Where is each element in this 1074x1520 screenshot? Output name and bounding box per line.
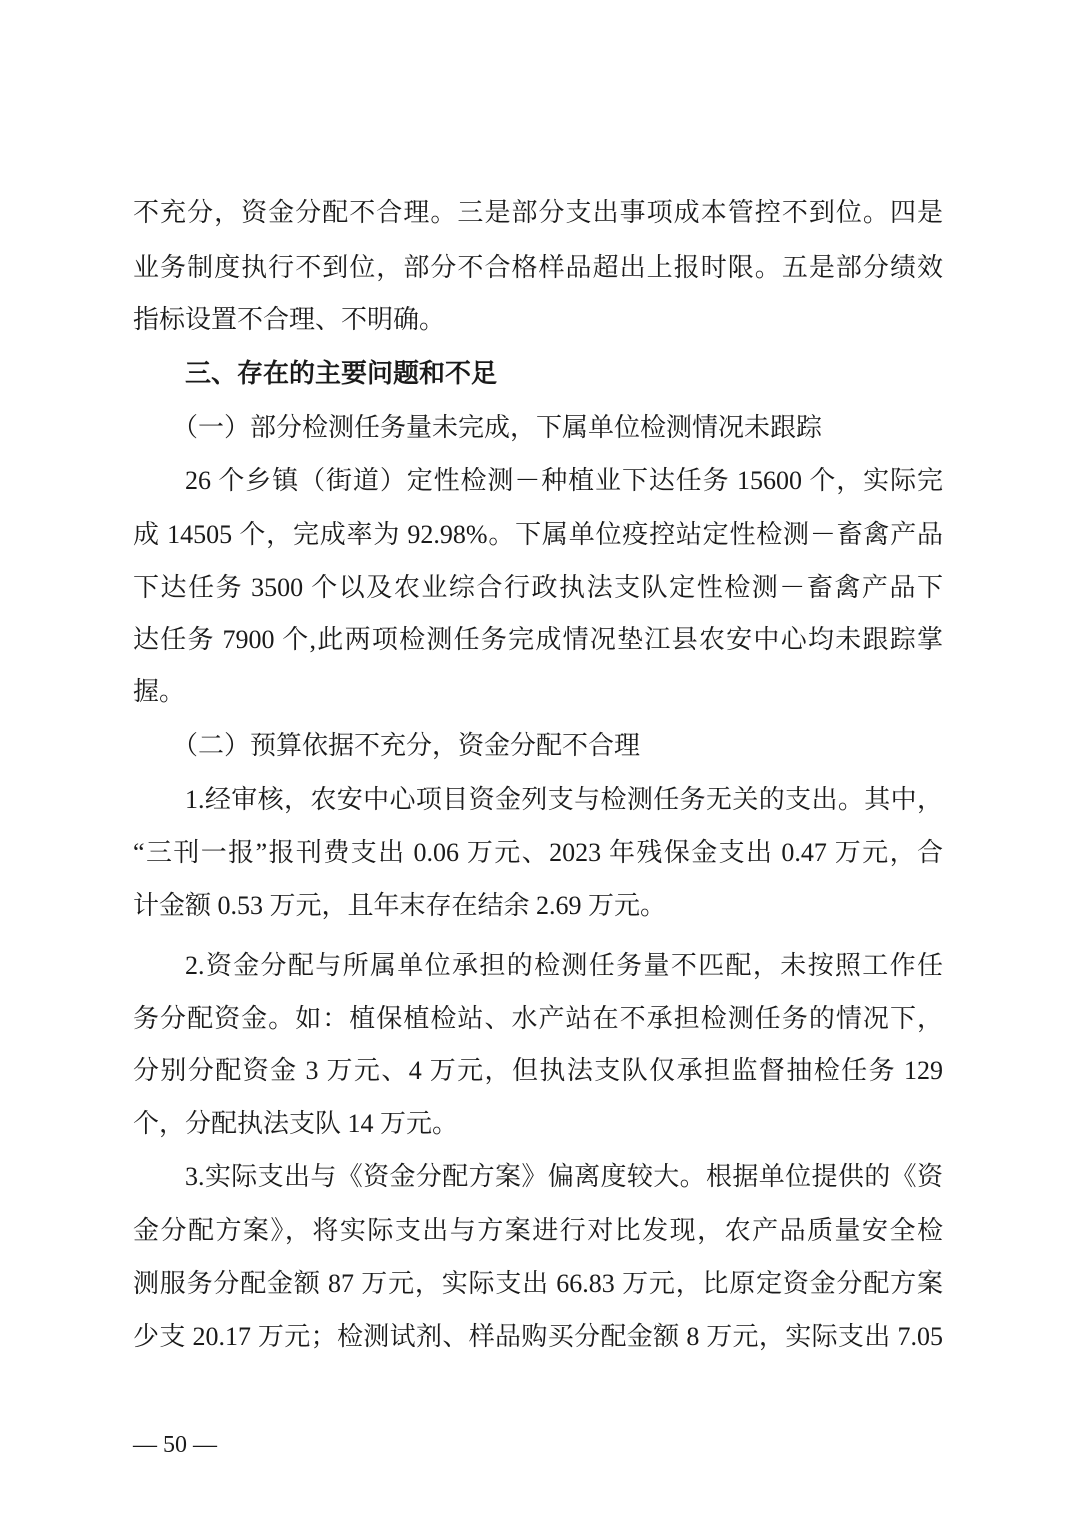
body-line: 下达任务 3500 个以及农业综合行政执法支队定性检测－畜禽产品下 — [133, 573, 943, 602]
body-line: 少支 20.17 万元；检测试剂、样品购买分配金额 8 万元，实际支出 7.05 — [133, 1322, 943, 1351]
body-line: 分别分配资金 3 万元、4 万元，但执法支队仅承担监督抽检任务 129 — [133, 1056, 943, 1085]
body-line: “三刊一报”报刊费支出 0.06 万元、2023 年残保金支出 0.47 万元，合 — [133, 838, 943, 867]
body-line: 金分配方案》，将实际支出与方案进行对比发现，农产品质量安全检 — [133, 1216, 943, 1245]
body-line: 握。 — [133, 677, 186, 706]
body-line: 26 个乡镇（街道）定性检测－种植业下达任务 15600 个，实际完 — [185, 466, 943, 495]
body-line: 3.实际支出与《资金分配方案》偏离度较大。根据单位提供的《资 — [185, 1162, 943, 1191]
body-line: 业务制度执行不到位，部分不合格样品超出上报时限。五是部分绩效 — [133, 253, 943, 282]
body-line: 指标设置不合理、不明确。 — [133, 305, 446, 334]
body-line: 1.经审核，农安中心项目资金列支与检测任务无关的支出。其中， — [185, 785, 943, 814]
body-line: 务分配资金。如：植保植检站、水产站在不承担检测任务的情况下， — [133, 1004, 943, 1033]
body-line: 不充分，资金分配不合理。三是部分支出事项成本管控不到位。四是 — [133, 198, 943, 227]
body-line: 成 14505 个，完成率为 92.98%。下属单位疫控站定性检测－畜禽产品 — [133, 520, 943, 549]
body-line: 2.资金分配与所属单位承担的检测任务量不匹配，未按照工作任 — [185, 951, 943, 980]
body-line: 计金额 0.53 万元，且年末存在结余 2.69 万元。 — [133, 891, 667, 920]
body-line: 测服务分配金额 87 万元，实际支出 66.83 万元，比原定资金分配方案 — [133, 1269, 943, 1298]
page-number: — 50 — — [133, 1432, 217, 1458]
body-line: 个，分配执法支队 14 万元。 — [133, 1109, 459, 1138]
section-heading: 三、存在的主要问题和不足 — [185, 359, 498, 389]
subsection-heading: （二）预算依据不充分，资金分配不合理 — [172, 731, 641, 760]
subsection-heading: （一）部分检测任务量未完成，下属单位检测情况未跟踪 — [172, 413, 823, 442]
body-line: 达任务 7900 个,此两项检测任务完成情况垫江县农安中心均未跟踪掌 — [133, 625, 943, 654]
